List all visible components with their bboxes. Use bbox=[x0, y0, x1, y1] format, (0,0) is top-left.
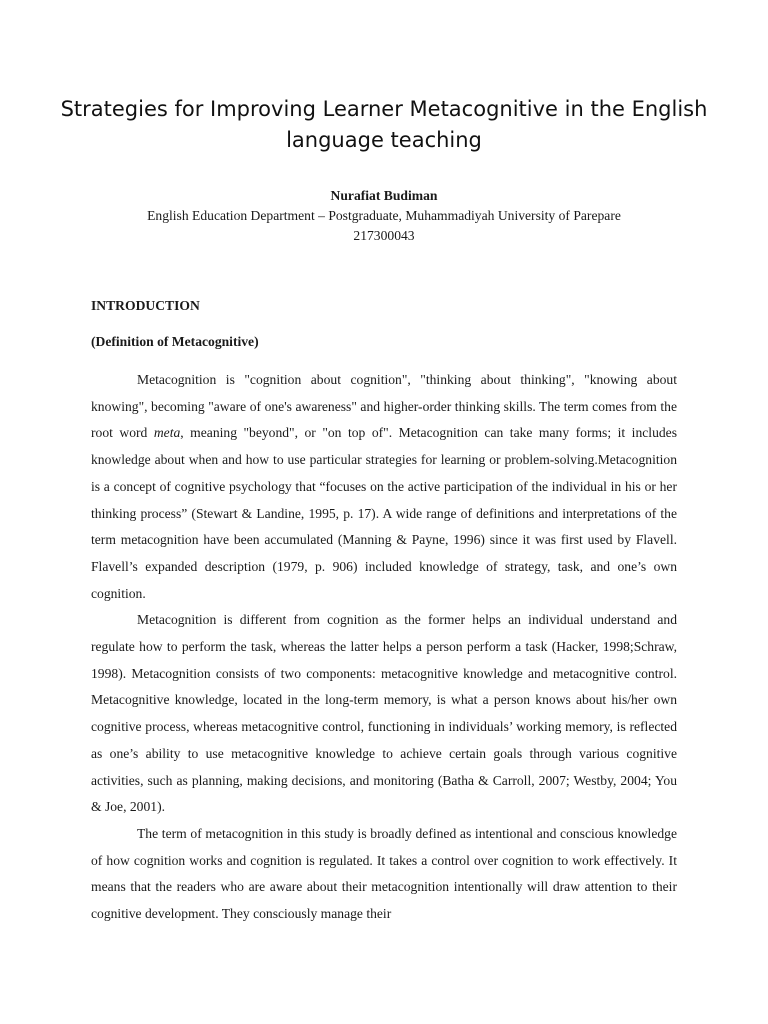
section-heading-introduction: INTRODUCTION bbox=[91, 298, 200, 313]
paragraph-2: Metacognition is different from cognition as the former helps an individual understand and regulate how to perform the task, whereas the latter helps a person perform a task (Hacker, 1998;Schraw, 1998). Metacognition consists of two components: metacognitive knowledge and metacognitive control. Metacognitive knowledge, located in the long-term memory, is what a person knows about his/her own cognitive process, whereas metacognitive control, functioning in individuals’ working memory, is reflected as one’s ability to use metacognitive knowledge to achieve certain goals through various cognitive activities, such as planning, making decisions, and monitoring (Batha & Carroll, 2007; Westby, 2004; You & Joe, 2001). bbox=[91, 612, 677, 815]
paragraph-1 bbox=[91, 367, 677, 607]
paragraph-3: The term of metacognition in this study is broadly defined as intentional and conscious knowledge of how cognition works and cognition is regulated. It takes a control over cognition to work effectively. It means that the readers who are aware about their metacognition intentionally will draw attention to their cognitive development. They consciously manage their bbox=[91, 825, 677, 922]
author-name: Nurafiat Budiman bbox=[330, 188, 438, 203]
body-text bbox=[91, 367, 677, 928]
paragraph-1-part-2: , meaning "beyond", or "on top of". Metacognition can take many forms; it includes knowledge about when and how to use particular strategies for learning or problem-solving.Metacognition is a concept of cognitive psychology that “focuses on the active participation of the individual in his or her thinking process” (Stewart & Landine, 1995, p. 17). A wide range of definitions and interpretations of the term metacognition have been accumulated (Manning & Payne, 1996) since it was first used by Flavell. Flavell’s expanded description (1979, p. 906) included knowledge of strategy, task, and one’s own cognition. bbox=[91, 425, 677, 601]
paragraph-1-part-1: Metacognition is "cognition about cognition", "thinking about thinking", "knowing about knowing", becoming "aware of one's awareness" and higher-order thinking skills. The term comes from the root word bbox=[91, 372, 677, 441]
subsection-heading-definition: (Definition of Metacognitive) bbox=[91, 334, 259, 349]
paragraph-1-italic-term: meta bbox=[153, 425, 181, 441]
author-affiliation: English Education Department – Postgraduate, Muhammadiyah University of Parepare bbox=[147, 208, 621, 223]
author-block bbox=[60, 186, 708, 246]
document-title: Strategies for Improving Learner Metacognitive in the English language teaching bbox=[60, 97, 708, 152]
student-id: 217300043 bbox=[353, 228, 415, 243]
